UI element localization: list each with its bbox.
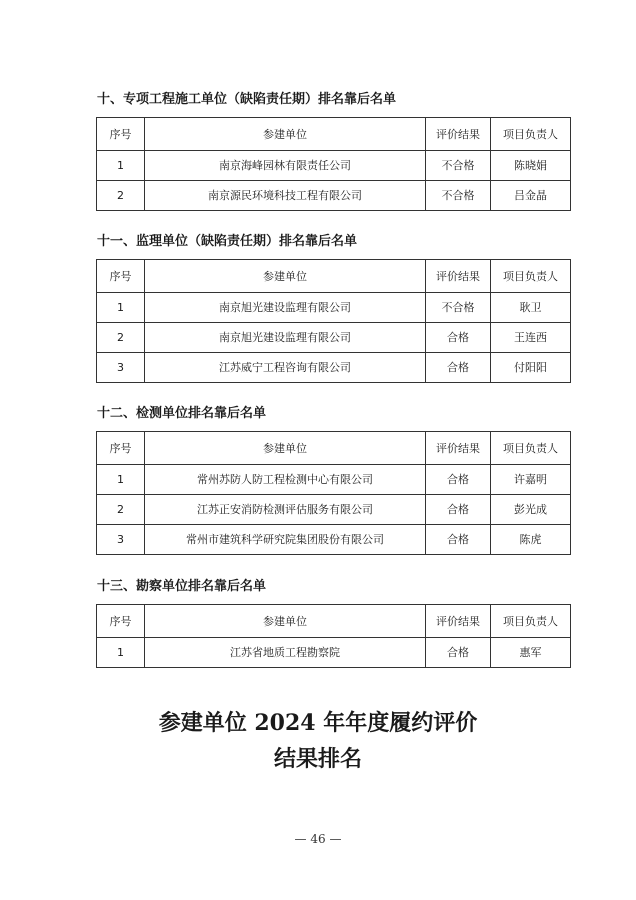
section-heading: 十一、监理单位（缺陷责任期）排名靠后名单 xyxy=(97,234,358,249)
table-cell: 江苏正安消防检测评估服务有限公司 xyxy=(145,495,426,525)
table-header-row xyxy=(97,605,571,638)
table-cell: 南京源民环境科技工程有限公司 xyxy=(145,181,426,211)
table-cell: 合格 xyxy=(426,353,491,383)
table-cell: 南京旭光建设监理有限公司 xyxy=(145,293,426,323)
column-header: 项目负责人 xyxy=(491,118,571,151)
table-cell: 1 xyxy=(97,151,145,181)
table-cell: 付阳阳 xyxy=(491,353,571,383)
table-cell: 合格 xyxy=(426,465,491,495)
table-header-row xyxy=(97,260,571,293)
table-row xyxy=(97,181,571,211)
ranking-table xyxy=(96,117,571,211)
page-title-line-1: 参建单位 2024 年年度履约评价 xyxy=(158,710,478,736)
table-row xyxy=(97,151,571,181)
table-cell: 陈虎 xyxy=(491,525,571,555)
table-row xyxy=(97,638,571,668)
table-cell: 1 xyxy=(97,638,145,668)
table-cell: 许嘉明 xyxy=(491,465,571,495)
column-header: 参建单位 xyxy=(145,432,426,465)
table-cell: 合格 xyxy=(426,525,491,555)
table-row xyxy=(97,465,571,495)
table-row xyxy=(97,323,571,353)
column-header: 评价结果 xyxy=(426,432,491,465)
table-cell: 常州市建筑科学研究院集团股份有限公司 xyxy=(145,525,426,555)
section-heading: 十三、勘察单位排名靠后名单 xyxy=(97,579,267,594)
table-cell: 南京海峰园林有限责任公司 xyxy=(145,151,426,181)
table-cell: 3 xyxy=(97,353,145,383)
column-header: 项目负责人 xyxy=(491,605,571,638)
page-title-line-2: 结果排名 xyxy=(273,746,362,772)
table-cell: 吕金晶 xyxy=(491,181,571,211)
table-cell: 2 xyxy=(97,495,145,525)
table-row xyxy=(97,353,571,383)
table-cell: 2 xyxy=(97,181,145,211)
table-cell: 常州苏防人防工程检测中心有限公司 xyxy=(145,465,426,495)
table-cell: 陈晓娟 xyxy=(491,151,571,181)
table-cell: 彭光成 xyxy=(491,495,571,525)
table-cell: 合格 xyxy=(426,495,491,525)
column-header: 评价结果 xyxy=(426,118,491,151)
column-header: 参建单位 xyxy=(145,605,426,638)
table-cell: 王连西 xyxy=(491,323,571,353)
table-cell: 1 xyxy=(97,293,145,323)
column-header: 序号 xyxy=(97,605,145,638)
column-header: 参建单位 xyxy=(145,118,426,151)
table-cell: 江苏省地质工程勘察院 xyxy=(145,638,426,668)
table-row xyxy=(97,495,571,525)
table-row xyxy=(97,293,571,323)
table-cell: 不合格 xyxy=(426,181,491,211)
table-header-row xyxy=(97,432,571,465)
column-header: 序号 xyxy=(97,432,145,465)
table-cell: 2 xyxy=(97,323,145,353)
section-heading: 十、专项工程施工单位（缺陷责任期）排名靠后名单 xyxy=(97,92,397,107)
column-header: 项目负责人 xyxy=(491,432,571,465)
table-row xyxy=(97,525,571,555)
table-cell: 不合格 xyxy=(426,293,491,323)
page-number: — 46 — xyxy=(294,832,342,846)
section-heading: 十二、检测单位排名靠后名单 xyxy=(97,406,267,421)
table-cell: 1 xyxy=(97,465,145,495)
column-header: 参建单位 xyxy=(145,260,426,293)
table-header-row xyxy=(97,118,571,151)
ranking-table xyxy=(96,259,571,383)
column-header: 评价结果 xyxy=(426,260,491,293)
table-cell: 耿卫 xyxy=(491,293,571,323)
column-header: 项目负责人 xyxy=(491,260,571,293)
column-header: 序号 xyxy=(97,260,145,293)
table-cell: 合格 xyxy=(426,638,491,668)
ranking-table xyxy=(96,604,571,668)
table-cell: 合格 xyxy=(426,323,491,353)
column-header: 评价结果 xyxy=(426,605,491,638)
table-cell: 惠军 xyxy=(491,638,571,668)
table-cell: 南京旭光建设监理有限公司 xyxy=(145,323,426,353)
ranking-table xyxy=(96,431,571,555)
table-cell: 3 xyxy=(97,525,145,555)
column-header: 序号 xyxy=(97,118,145,151)
table-cell: 江苏威宁工程咨询有限公司 xyxy=(145,353,426,383)
table-cell: 不合格 xyxy=(426,151,491,181)
